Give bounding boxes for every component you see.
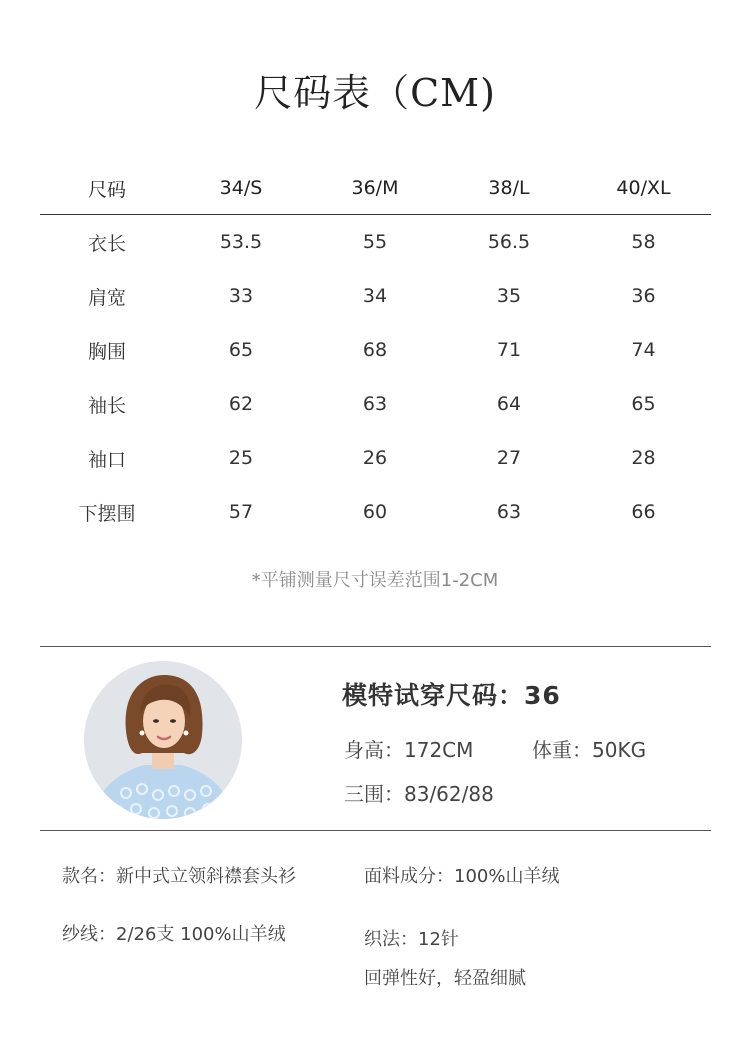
table-cell: 71 [496,339,522,361]
table-cell: 66 [631,501,656,523]
table-cell: 33 [228,285,254,307]
table-row [40,431,711,485]
table-cell: 55 [362,231,388,253]
table-cell: 57 [228,501,254,523]
model-portrait-icon [84,661,242,819]
product-name: 款名：新中式立领斜襟套头衫 [62,866,296,887]
model-avatar [84,661,242,819]
table-cell: 28 [631,447,656,469]
header-cell: 尺码 [87,178,126,201]
row-label: 袖长 [87,394,126,417]
table-row [40,323,711,377]
model-size-title: 模特试穿尺码：36 [342,681,561,710]
row-label: 袖口 [87,448,126,471]
fabric-feel: 回弹性好，轻盈细腻 [364,968,526,989]
table-cell: 63 [362,393,388,415]
knit-method: 织法：12针 [364,929,459,950]
table-row [40,377,711,431]
fabric-composition: 面料成分：100%山羊绒 [364,866,560,887]
table-cell: 25 [228,447,254,469]
size-table [40,162,711,539]
measurement-note: *平铺测量尺寸误差范围1-2CM [251,570,499,591]
table-header-row [40,162,711,215]
table-cell: 56.5 [487,231,531,253]
table-cell: 27 [496,447,522,469]
model-height: 身高：172CM [344,738,474,762]
table-cell: 26 [362,447,388,469]
table-cell: 53.5 [219,231,263,253]
table-row [40,269,711,323]
header-cell: 40/XL [616,177,671,199]
table-cell: 34 [362,285,388,307]
table-cell: 36 [631,285,656,307]
table-cell: 60 [362,501,388,523]
header-cell: 36/M [351,177,399,199]
table-cell: 65 [631,393,656,415]
model-weight: 体重：50KG [532,738,647,762]
table-cell: 63 [496,501,522,523]
table-cell: 64 [496,393,522,415]
table-cell: 65 [228,339,254,361]
table-cell: 35 [496,285,522,307]
row-label: 胸围 [87,340,126,363]
table-cell: 62 [228,393,254,415]
row-label: 下摆围 [78,502,136,525]
table-cell: 58 [631,231,656,253]
header-cell: 34/S [219,177,263,199]
table-row [40,485,711,539]
yarn-spec: 纱线：2/26支 100%山羊绒 [62,924,286,945]
page-title: 尺码表（CM) [254,71,496,115]
header-cell: 38/L [488,177,530,199]
row-label: 衣长 [87,232,126,255]
row-label: 肩宽 [87,286,126,309]
table-cell: 74 [631,339,656,361]
divider-top [40,646,711,647]
model-measurements: 三围：83/62/88 [344,782,494,806]
table-row [40,215,711,269]
divider-bottom [40,830,711,831]
table-cell: 68 [362,339,388,361]
